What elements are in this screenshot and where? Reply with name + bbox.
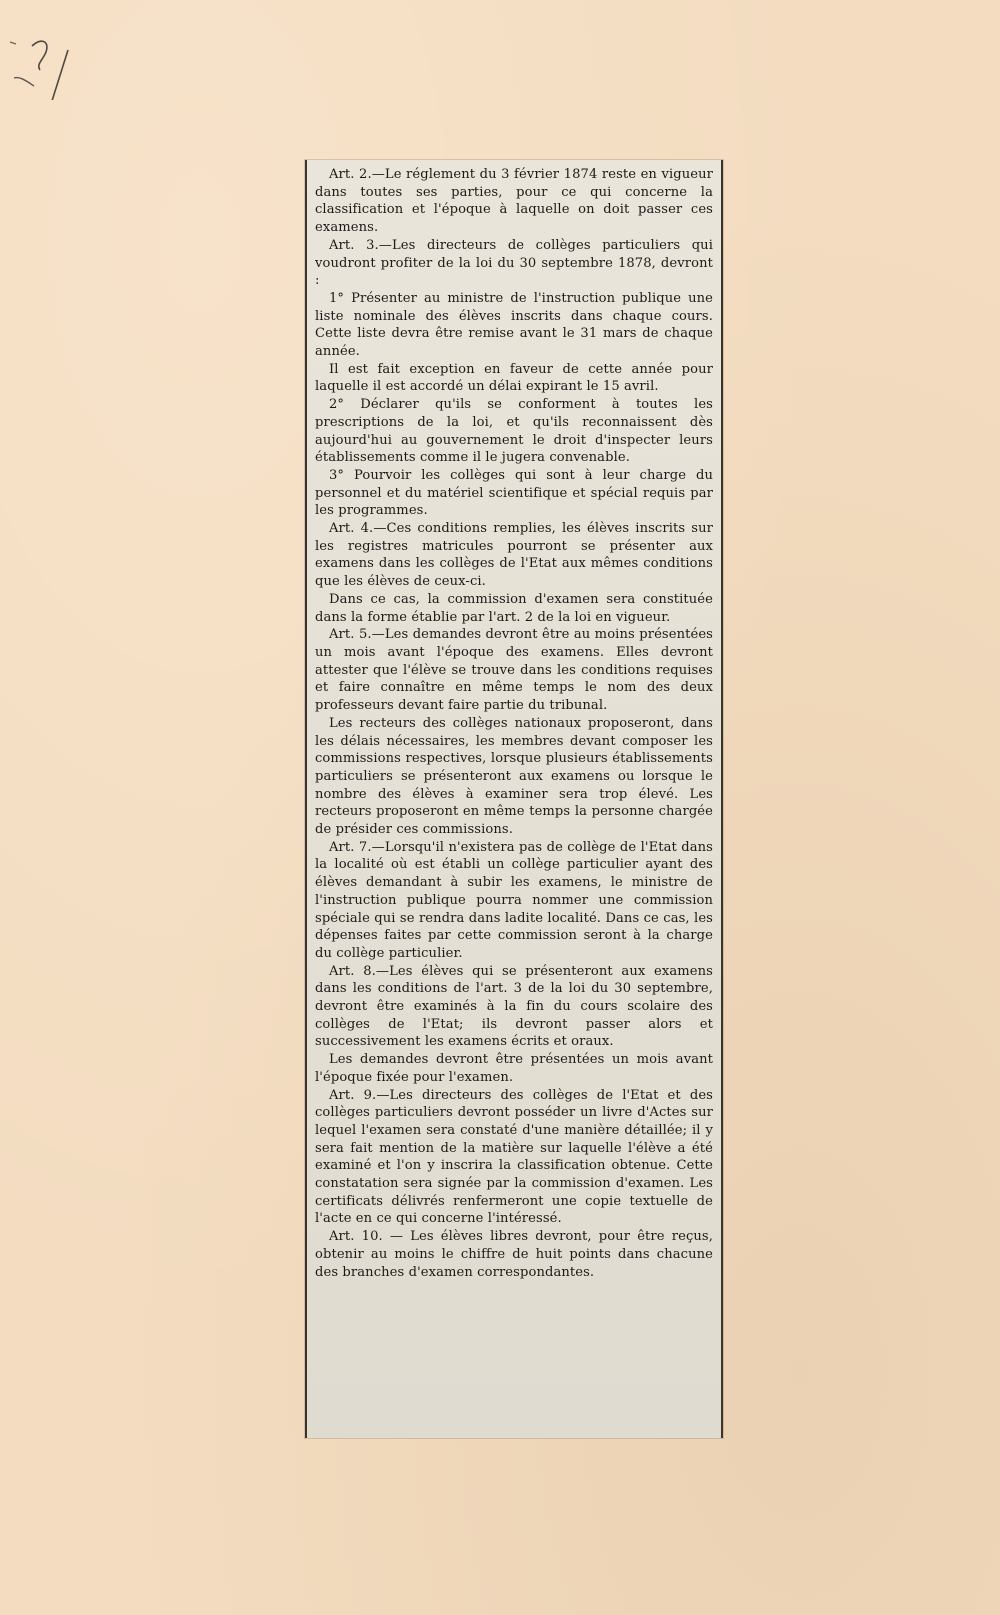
newspaper-clipping <box>305 160 723 1438</box>
article-paragraph: Art. 7.—Lorsqu'il n'existera pas de collège de l'Etat dans la localité où est établi un collège particulier ayant des élèves demandant à subir les examens, le ministre de l'instruction publique pourra nommer une commission spéciale qui se rendra dans ladite localité. Dans ce cas, les dépenses faites par cette commission seront à la charge du collège particulier. <box>315 839 713 961</box>
article-paragraph: Art. 2.—Le réglement du 3 février 1874 reste en vigueur dans toutes ses parties, pour ce qui concerne la classification et l'époque à laquelle on doit passer ces examens. <box>315 167 713 236</box>
article-paragraph: Les demandes devront être présentées un mois avant l'époque fixée pour l'examen. <box>315 1052 713 1085</box>
article-paragraph: 2° Déclarer qu'ils se conforment à toutes les prescriptions de la loi, et qu'ils reconnaissent dès aujourd'hui au gouvernement le droit d'inspecter leurs établissements comme il le jugera convenable. <box>315 397 713 466</box>
article-paragraph: Art. 3.—Les directeurs de collèges particuliers qui voudront profiter de la loi du 30 septembre 1878, devront : <box>315 237 713 289</box>
article-paragraph: Art. 5.—Les demandes devront être au moins présentées un mois avant l'époque des examens. Elles devront attester que l'élève se trouve dans les conditions requises et faire connaître en même temps le nom des deux professeurs devant faire partie du tribunal. <box>315 627 713 714</box>
article-paragraph: Art. 9.—Les directeurs des collèges de l'Etat et des collèges particuliers devront posséder un livre d'Actes sur lequel l'examen sera constaté d'une manière détaillée; il y sera fait mention de la matière sur laquelle l'élève a été examiné et l'on y inscrira la classification obtenue. Cette constatation sera signée par la commission d'examen. Les certificats délivrés renfermeront une copie textuelle de l'acte en ce qui concerne l'intéressé. <box>315 1087 713 1227</box>
article-paragraph: Il est fait exception en faveur de cette année pour laquelle il est accordé un délai expirant le 15 avril. <box>315 361 713 395</box>
article-paragraph: Dans ce cas, la commission d'examen sera constituée dans la forme établie par l'art. 2 de la loi en vigueur. <box>315 591 713 625</box>
article-paragraph: Art. 10. — Les élèves libres devront, pour être reçus, obtenir au moins le chiffre de huit points dans chacune des branches d'examen correspondantes. <box>315 1229 713 1280</box>
article-paragraph: 3° Pourvoir les collèges qui sont à leur charge du personnel et du matériel scientifique et spécial requis par les programmes. <box>315 467 713 519</box>
article-paragraph: 1° Présenter au ministre de l'instruction publique une liste nominale des élèves inscrits dans chaque cours. Cette liste devra être remise avant le 31 mars de chaque année. <box>315 290 713 360</box>
article-paragraph: Les recteurs des collèges nationaux proposeront, dans les délais nécessaires, les membres devant composer les commissions respectives, lorsque plusieurs établissements particuliers se présenteront aux examens ou lorsque le nombre des élèves à examiner sera trop élevé. Les recteurs proposeront en même temps la personne chargée de présider ces commissions. <box>315 715 713 838</box>
article-paragraph: Art. 8.—Les élèves qui se présenteront aux examens dans les conditions de l'art. 3 de la loi du 30 septembre, devront être examinés à la fin du cours scolaire des collèges de l'Etat; ils devront passer alors et successivement les examens écrits et oraux. <box>315 963 713 1050</box>
pencil-annotation <box>6 30 86 100</box>
article-paragraph: Art. 4.—Ces conditions remplies, les élèves inscrits sur les registres matricules pourront se présenter aux examens dans les collèges de l'Etat aux mêmes conditions que les élèves de ceux-ci. <box>315 521 713 590</box>
